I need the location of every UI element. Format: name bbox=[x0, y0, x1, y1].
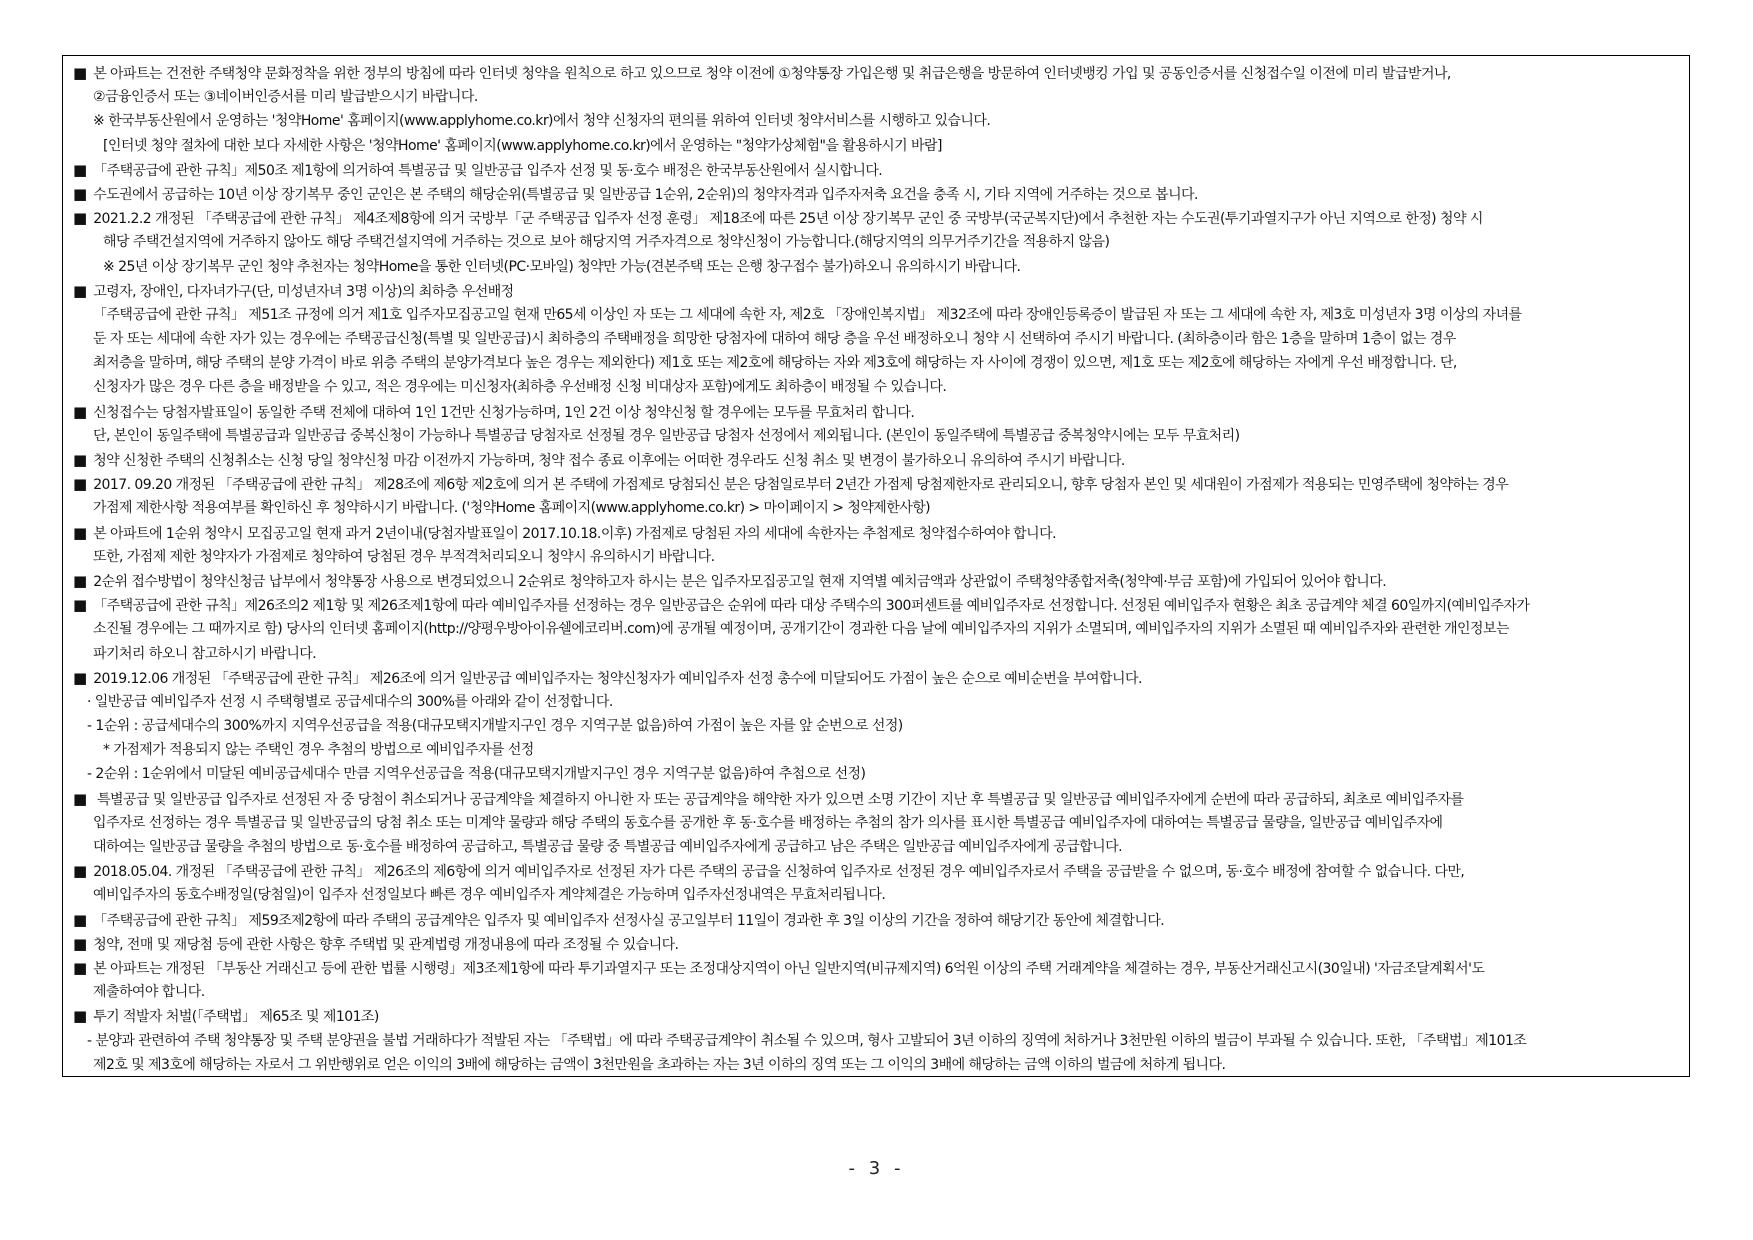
bullet-square-icon: ■ bbox=[73, 523, 88, 542]
notice-line: ■ 신청접수는 당첨자발표일이 동일한 주택 전체에 대하여 1인 1건만 신청가능하며, 1인 2건 이상 청약신청 할 경우에는 모두를 무효처리 합니다. bbox=[73, 402, 915, 421]
notice-line: ■ 본 아파트는 건전한 주택청약 문화정착을 위한 정부의 방침에 따라 인터넷 청약을 원칙으로 하고 있으므로 청약 이전에 ①청약통장 가입은행 및 취급은행을 방문하여 인터넷뱅킹 가입 및 공동인증서를 신청접수일 이전에 미리 발급받거나, bbox=[73, 64, 1451, 82]
notice-line: ■ 2017. 09.20 개정된 「주택공급에 관한 규칙」 제28조에 제6항 제2호에 의거 본 주택에 가점제로 당첨되신 분은 당첨일로부터 2년간 가점제 당첨제한자로 관리되오니, 향후 당첨자 본인 및 세대원이 가점제가 적용되는 민영주택에 청약하는 경우 bbox=[73, 475, 1509, 494]
notice-line: 파기처리 하오니 참고하시기 바랍니다. bbox=[93, 645, 317, 662]
notice-line: - 분양과 관련하여 주택 청약통장 및 주택 분양권을 불법 거래하다가 적발된 자는 「주택법」에 따라 주택공급계약이 취소될 수 있으며, 형사 고발되어 3년 이하의 징역에 처하거나 3천만원 이하의 벌금이 부과될 수 있습니다. 또한, 「주택법」제101조 bbox=[87, 1032, 1527, 1049]
notice-line: 둔 자 또는 세대에 속한 자가 있는 경우에는 주택공급신청(특별 및 일반공급)시 최하층의 주택배정을 희망한 당첨자에 대하여 해당 층을 우선 배정하오니 청약 시 선택하여 주시기 바랍니다. (최하층이라 함은 1층을 말하며 1층이 없는 경우 bbox=[93, 331, 1456, 348]
bullet-square-icon: ■ bbox=[73, 64, 88, 82]
notice-line: - 1순위 : 공급세대수의 300%까지 지역우선공급을 적용(대규모택지개발지구인 경우 지역구분 없음)하여 가점이 높은 자를 앞 순번으로 선정) bbox=[87, 718, 903, 735]
bullet-square-icon: ■ bbox=[73, 596, 88, 615]
notice-line: ※ 25년 이상 장기복무 군인 청약 추천자는 청약Home을 통한 인터넷(PC·모바일) 청약만 가능(견본주택 또는 은행 창구접수 불가)하오니 유의하시기 바랍니다. bbox=[103, 258, 1021, 275]
bullet-square-icon: ■ bbox=[73, 209, 88, 228]
notice-line: 대하여는 일반공급 물량을 추첨의 방법으로 동·호수를 배정하여 공급하고, 특별공급 물량 중 특별공급 예비입주자에게 공급하고 남은 주택은 일반공급 예비입주자에게 공급합니다. bbox=[93, 839, 1123, 855]
notice-line: ■ 2018.05.04. 개정된 「주택공급에 관한 규칙」 제26조의 제6항에 의거 예비입주자로 선정된 자가 다른 주택의 공급을 신청하여 입주자로 선정된 경우 예비입주자로서 주택을 공급받을 수 없으며, 동·호수 배정에 참여할 수 없습니다. 다만, bbox=[73, 862, 1465, 881]
notice-line: ■ 청약 신청한 주택의 신청취소는 신청 당일 청약신청 마감 이전까지 가능하며, 청약 접수 종료 이후에는 어떠한 경우라도 신청 취소 및 변경이 불가하오니 유의하여 주시기 바랍니다. bbox=[73, 451, 1125, 469]
notice-line: 소진될 경우에는 그 때까지로 함) 당사의 인터넷 홈페이지(http://양평우방아이유쉘에코리버.com)에 공개될 예정이며, 공개기간이 경과한 다음 날에 예비입주자의 지위가 소멸되며, 예비입주자의 지위가 소멸된 때 예비입주자와 관련한 개인정보는 bbox=[93, 621, 1509, 638]
notice-line: ■ 청약, 전매 및 재당첨 등에 관한 사항은 향후 주택법 및 관계법령 개정내용에 따라 조정될 수 있습니다. bbox=[73, 934, 679, 953]
notice-line: ■ 투기 적발자 처벌(「주택법」 제65조 및 제101조) bbox=[73, 1007, 379, 1026]
notice-line: ■ 「주택공급에 관한 규칙」 제59조제2항에 따라 주택의 공급계약은 입주자 및 예비입주자 선정사실 공고일부터 11일이 경과한 후 3일 이상의 기간을 정하여 해당기간 동안에 체결합니다. bbox=[73, 910, 1165, 929]
notice-line: 신청자가 많은 경우 다른 층을 배정받을 수 있고, 적은 경우에는 미신청자(최하층 우선배정 신청 비대상자 포함)에게도 최하층이 배정될 수 있습니다. bbox=[93, 379, 947, 396]
bullet-square-icon: ■ bbox=[73, 958, 88, 977]
notice-line: ■ 특별공급 및 일반공급 입주자로 선정된 자 중 당첨이 취소되거나 공급계약을 체결하지 아니한 자 또는 공급계약을 해약한 자가 있으면 소명 기간이 지난 후 특별공급 및 일반공급 예비입주자에게 순번에 따라 공급하되, 최초로 예비입주자를 bbox=[73, 789, 1464, 808]
notice-line: ■ 본 아파트는 개정된 「부동산 거래신고 등에 관한 법률 시행령」제3조제1항에 따라 투기과열지구 또는 조정대상지역이 아닌 일반지역(비규제지역) 6억원 이상의 주택 거래계약을 체결하는 경우, 부동산거래신고시(30일내) '자금조달계획서'도 bbox=[73, 958, 1485, 977]
notice-line: ■ 2021.2.2 개정된 「주택공급에 관한 규칙」 제4조제8항에 의거 국방부「군 주택공급 입주자 선정 훈령」 제18조에 따른 25년 이상 장기복무 군인 중 국방부(국군복지단)에서 추천한 자는 수도권(투기과열지구가 아닌 지역으로 한정) 청약 시 bbox=[73, 209, 1483, 228]
notice-line: 제출하여야 합니다. bbox=[93, 984, 205, 1001]
bullet-square-icon: ■ bbox=[73, 789, 88, 808]
notice-line: ■ 고령자, 장애인, 다자녀가구(단, 미성년자녀 3명 이상)의 최하층 우선배정 bbox=[73, 281, 514, 300]
bullet-square-icon: ■ bbox=[73, 402, 88, 421]
bullet-square-icon: ■ bbox=[73, 160, 88, 179]
notice-line: ■ 본 아파트에 1순위 청약시 모집공고일 현재 과거 2년이내(당첨자발표일이 2017.10.18.이후) 가점제로 당첨된 자의 세대에 속한자는 추첨제로 청약접수하여야 합니다. bbox=[73, 523, 1056, 542]
bullet-square-icon: ■ bbox=[73, 862, 88, 881]
notice-line: ■ 「주택공급에 관한 규칙」제26조의2 제1항 및 제26조제1항에 따라 예비입주자를 선정하는 경우 일반공급은 순위에 따라 대상 주택수의 300퍼센트를 예비입주자로 선정합니다. 선정된 예비입주자 현황은 최초 공급계약 체결 60일까지(예비입주자가 bbox=[73, 596, 1530, 615]
bullet-square-icon: ■ bbox=[73, 184, 88, 203]
notice-line: 「주택공급에 관한 규칙」 제51조 규정에 의거 제1호 입주자모집공고일 현재 만65세 이상인 자 또는 그 세대에 속한 자, 제2호 「장애인복지법」 제32조에 따라 장애인등록증이 발급된 자 또는 그 세대에 속한 자, 제3호 미성년자 3명 이상의 자녀를 bbox=[93, 306, 1522, 323]
notice-line: [인터넷 청약 절차에 대한 보다 자세한 사항은 '청약Home' 홈페이지(www.applyhome.co.kr)에서 운영하는 "청약가상체험"을 활용하시기 바람] bbox=[103, 137, 942, 154]
notice-line: 해당 주택건설지역에 거주하지 않아도 해당 주택건설지역에 거주하는 것으로 보아 해당지역 거주자격으로 청약신청이 가능합니다.(해당지역의 의무거주기간을 적용하지 않음) bbox=[103, 234, 1110, 251]
notice-line: 예비입주자의 동호수배정일(당첨일)이 입주자 선정일보다 빠른 경우 예비입주자 계약체결은 가능하며 입주자선정내역은 무효처리됩니다. bbox=[93, 887, 886, 904]
notice-line: ■ 「주택공급에 관한 규칙」제50조 제1항에 의거하여 특별공급 및 일반공급 입주자 선정 및 동·호수 배정은 한국부동산원에서 실시합니다. bbox=[73, 160, 883, 179]
bullet-square-icon: ■ bbox=[73, 668, 88, 687]
notice-line: ■ 2순위 접수방법이 청약신청금 납부에서 청약통장 사용으로 변경되었으니 2순위로 청약하고자 하시는 분은 입주자모집공고일 현재 지역별 예치금액과 상관없이 주택청약종합저축(청약예·부금 포함)에 가입되어 있어야 합니다. bbox=[73, 571, 1387, 590]
notice-line: ■ 수도권에서 공급하는 10년 이상 장기복무 중인 군인은 본 주택의 해당순위(특별공급 및 일반공급 1순위, 2순위)의 청약자격과 입주자저축 요건을 충족 시, 기타 지역에 거주하는 것으로 봅니다. bbox=[73, 184, 1198, 203]
bullet-square-icon: ■ bbox=[73, 571, 88, 590]
notice-line: ②금융인증서 또는 ③네이버인증서를 미리 발급받으시기 바랍니다. bbox=[93, 89, 478, 106]
bullet-square-icon: ■ bbox=[73, 281, 88, 300]
notice-line: - 2순위 : 1순위에서 미달된 예비공급세대수 만큼 지역우선공급을 적용(대규모택지개발지구인 경우 지역구분 없음)하여 추첨으로 선정) bbox=[87, 766, 866, 783]
notice-line: 입주자로 선정하는 경우 특별공급 및 일반공급의 당첨 취소 또는 미계약 물량과 해당 주택의 동호수를 공개한 후 동·호수를 배정하는 추첨의 참가 의사를 표시한 특별공급 예비입주자에 대하여는 특별공급 물량을, 일반공급 예비입주자에 bbox=[93, 814, 1443, 831]
notice-line: 최저층을 말하며, 해당 주택의 분양 가격이 바로 위층 주택의 분양가격보다 높은 경우는 제외한다) 제1호 또는 제2호에 해당하는 자와 제3호에 해당하는 자 사이에 경쟁이 있으면, 제1호 또는 제2호에 해당하는 자에게 우선 배정합니다. 단, bbox=[93, 355, 1457, 372]
bullet-square-icon: ■ bbox=[73, 451, 88, 469]
bullet-square-icon: ■ bbox=[73, 475, 88, 494]
notice-line: 제2호 및 제3호에 해당하는 자로서 그 위반행위로 얻은 이익의 3배에 해당하는 금액이 3천만원을 초과하는 자는 3년 이하의 징역 또는 그 이익의 3배에 해당하는 금액 이하의 벌금에 처하게 됩니다. bbox=[93, 1056, 1226, 1073]
bullet-square-icon: ■ bbox=[73, 934, 88, 953]
notice-line: 단, 본인이 동일주택에 특별공급과 일반공급 중복신청이 가능하나 특별공급 당첨자로 선정될 경우 일반공급 당첨자 선정에서 제외됩니다. (본인이 동일주택에 특별공급 중복청약시에는 모두 무효처리) bbox=[93, 427, 1240, 444]
notice-line: ※ 한국부동산원에서 운영하는 '청약Home' 홈페이지(www.applyhome.co.kr)에서 청약 신청자의 편의를 위하여 인터넷 청약서비스를 시행하고 있습니다. bbox=[93, 113, 991, 130]
notice-box bbox=[62, 55, 1690, 1077]
bullet-square-icon: ■ bbox=[73, 910, 88, 929]
notice-line: ■ 2019.12.06 개정된 「주택공급에 관한 규칙」 제26조에 의거 일반공급 예비입주자는 청약신청자가 예비입주자 선정 총수에 미달되어도 가점이 높은 순으로 예비순번을 부여합니다. bbox=[73, 668, 1142, 687]
notice-line: 가점제 제한사항 적용여부를 확인하신 후 청약하시기 바랍니다. ('청약Home 홈페이지(www.applyhome.co.kr) > 마이페이지 > 청약제한사항) bbox=[93, 500, 931, 517]
notice-line: · 일반공급 예비입주자 선정 시 주택형별로 공급세대수의 300%를 아래와 같이 선정합니다. bbox=[87, 693, 613, 710]
notice-line: * 가점제가 적용되지 않는 주택인 경우 추첨의 방법으로 예비입주자를 선정 bbox=[103, 742, 534, 759]
bullet-square-icon: ■ bbox=[73, 1007, 88, 1026]
page-number: - 3 - bbox=[848, 1158, 905, 1179]
notice-line: 또한, 가점제 제한 청약자가 가점제로 청약하여 당첨된 경우 부적격처리되오니 청약시 유의하시기 바랍니다. bbox=[93, 548, 715, 565]
